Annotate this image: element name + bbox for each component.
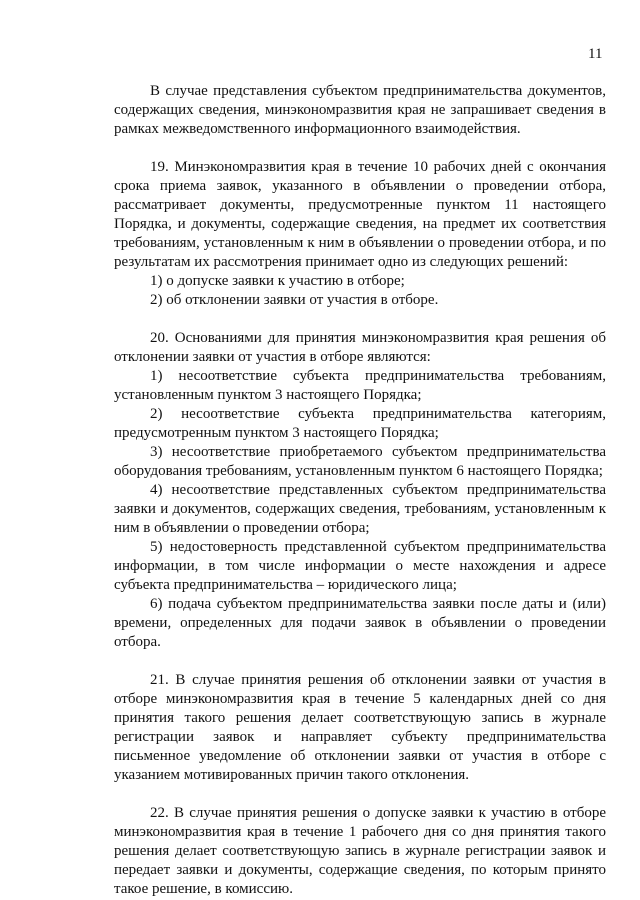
p20-item-2: 2) несоответствие субъекта предпринимательства категориям, предусмотренным пунктом 3 настоящего Порядка; bbox=[114, 406, 606, 441]
paragraph-19: 19. Минэкономразвития края в течение 10 рабочих дней с окончания срока приема заявок, указанного в объявлении о проведении отбора, рассматривает документы, предусмотренные пунктом 11 настоящего Порядка, и документы, содержащие сведения, на предмет их соответствия требованиям, установленным к ним в объявлении о проведении отбора, и по результатам их рассмотрения принимает одно из следующих решений: bbox=[114, 159, 606, 270]
p20-item-5: 5) недостоверность представленной субъектом предпринимательства информации, в том числе информации о месте нахождения и адресе субъекта предпринимательства – юридического лица; bbox=[114, 539, 606, 593]
intro-paragraph: В случае представления субъектом предпринимательства документов, содержащих сведения, минэкономразвития края не запрашивает сведения в рамках межведомственного информационного взаимодействия. bbox=[114, 83, 606, 137]
p19-item-2: 2) об отклонении заявки от участия в отборе. bbox=[150, 292, 439, 308]
paragraph-20: 20. Основаниями для принятия минэкономразвития края решения об отклонении заявки от участия в отборе являются: bbox=[114, 330, 606, 365]
p20-item-4: 4) несоответствие представленных субъектом предпринимательства заявки и документов, содержащих сведения, требованиям, установленным к ним в объявлении о проведении отбора; bbox=[114, 482, 606, 536]
document-body bbox=[114, 82, 606, 899]
p20-item-6: 6) подача субъектом предпринимательства заявки после даты и (или) времени, определенных для подачи заявок в объявлении о проведении отбора. bbox=[114, 596, 606, 650]
p20-item-1: 1) несоответствие субъекта предпринимательства требованиям, установленным пунктом 3 настоящего Порядка; bbox=[114, 368, 606, 403]
p20-item-3: 3) несоответствие приобретаемого субъектом предпринимательства оборудования требованиям, установленным пунктом 6 настоящего Порядка; bbox=[114, 444, 606, 479]
p19-item-1: 1) о допуске заявки к участию в отборе; bbox=[150, 273, 405, 289]
paragraph-21: 21. В случае принятия решения об отклонении заявки от участия в отборе минэкономразвития края в течение 5 календарных дней со дня принятия такого решения делает соответствующую запись в журнале регистрации заявок и направляет субъекту предпринимательства письменное уведомление об отклонении заявки от участия в отборе с указанием мотивированных причин такого отклонения. bbox=[114, 672, 606, 783]
paragraph-22: 22. В случае принятия решения о допуске заявки к участию в отборе минэкономразвития края в течение 1 рабочего дня со дня принятия такого решения делает соответствующую запись в журнале регистрации заявок и передает заявки и документы, содержащие сведения, по которым принято такое решение, в комиссию. bbox=[114, 805, 606, 897]
page-number: 11 bbox=[588, 46, 603, 62]
